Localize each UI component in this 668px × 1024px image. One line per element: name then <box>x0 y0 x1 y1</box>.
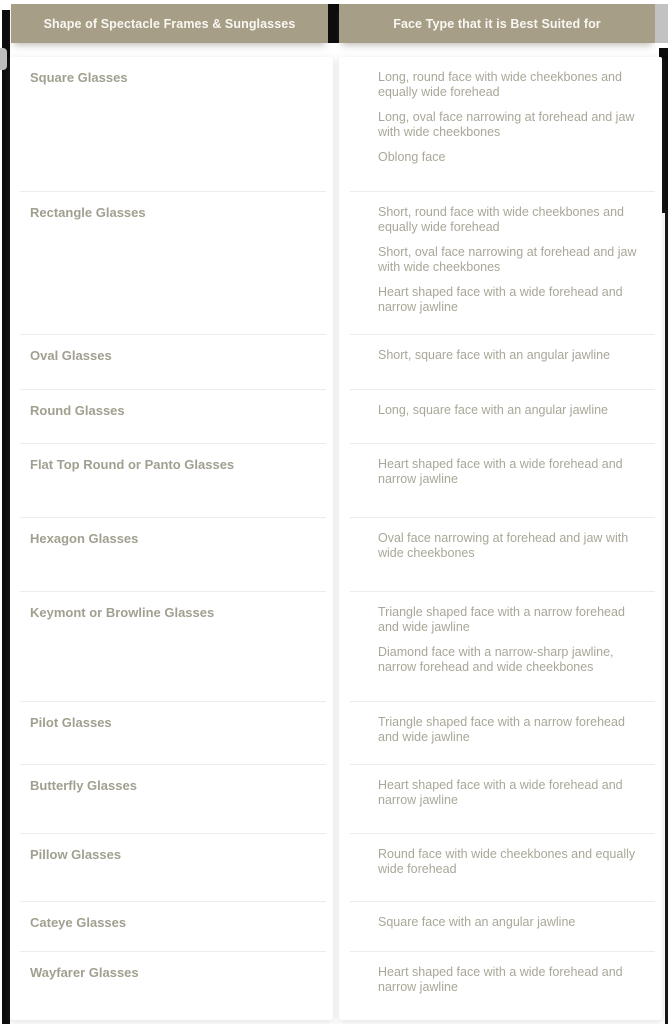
shape-label: Rectangle Glasses <box>30 205 146 220</box>
face-type-text: Long, square face with an angular jawline <box>378 403 609 417</box>
shapes-column <box>10 57 333 1020</box>
face-type-row <box>339 765 662 834</box>
table-header <box>0 4 668 43</box>
face-type-row <box>339 518 662 592</box>
face-type-text: Oval face narrowing at forehead and jaw with wide cheekbones <box>378 531 629 560</box>
face-type-text: Short, square face with an angular jawline <box>378 348 611 362</box>
shape-label: Keymont or Browline Glasses <box>30 605 215 620</box>
face-types-column <box>339 57 662 1020</box>
face-type-text: Heart shaped face with a wide forehead and narrow jawline <box>378 965 623 994</box>
face-type-text: Long, oval face narrowing at forehead and jaw with wide cheekbones <box>378 110 635 139</box>
shape-label: Flat Top Round or Panto Glasses <box>30 457 235 472</box>
face-type-text: Square face with an angular jawline <box>378 915 576 929</box>
header-cell-shape <box>11 4 328 43</box>
shape-label: Round Glasses <box>30 403 125 418</box>
face-type-text: Long, round face with wide cheekbones and equally wide forehead <box>378 70 622 99</box>
face-type-text: Triangle shaped face with a narrow forehead and wide jawline <box>378 605 625 634</box>
shape-label: Cateye Glasses <box>30 915 127 930</box>
face-type-text: Short, oval face narrowing at forehead and jaw with wide cheekbones <box>378 245 637 274</box>
face-type-text: Triangle shaped face with a narrow forehead and wide jawline <box>378 715 625 744</box>
face-type-text: Heart shaped face with a wide forehead and narrow jawline <box>378 778 623 807</box>
table-body <box>0 57 668 1020</box>
face-type-text: Round face with wide cheekbones and equally wide forehead <box>378 847 636 876</box>
shape-row <box>10 335 333 390</box>
header-face-type-label: Face Type that it is Best Suited for <box>393 16 601 31</box>
shape-row <box>10 702 333 765</box>
face-type-text: Heart shaped face with a wide forehead and narrow jawline <box>378 285 623 314</box>
shape-row <box>10 592 333 702</box>
face-type-text: Heart shaped face with a wide forehead and narrow jawline <box>378 457 623 486</box>
face-type-row <box>339 192 662 335</box>
header-left-margin <box>0 4 11 43</box>
face-type-text: Short, round face with wide cheekbones and equally wide forehead <box>378 205 624 234</box>
shape-row <box>10 518 333 592</box>
shape-label: Square Glasses <box>30 70 128 85</box>
shape-row <box>10 834 333 902</box>
shape-label: Oval Glasses <box>30 348 112 363</box>
header-shape-label: Shape of Spectacle Frames & Sunglasses <box>43 16 296 31</box>
shape-label: Pillow Glasses <box>30 847 122 862</box>
face-type-row <box>339 57 662 192</box>
face-type-row <box>339 902 662 952</box>
shape-row <box>10 765 333 834</box>
shape-row <box>10 192 333 335</box>
shape-label: Wayfarer Glasses <box>30 965 139 980</box>
face-type-row <box>339 390 662 444</box>
face-type-row <box>339 834 662 902</box>
shape-row <box>10 444 333 518</box>
face-type-row <box>339 702 662 765</box>
face-type-text: Oblong face <box>378 150 446 164</box>
shape-label: Butterfly Glasses <box>30 778 137 793</box>
header-gap <box>328 4 339 43</box>
shape-row <box>10 902 333 952</box>
shape-row <box>10 952 333 1020</box>
shape-row <box>10 57 333 192</box>
left-edge-notch <box>0 48 7 70</box>
body-left-margin <box>0 57 10 1020</box>
face-type-row <box>339 444 662 518</box>
face-type-row <box>339 335 662 390</box>
header-corner-gray <box>655 4 668 43</box>
shape-label: Pilot Glasses <box>30 715 112 730</box>
face-type-row <box>339 952 662 1020</box>
face-type-text: Diamond face with a narrow-sharp jawline, narrow forehead and wide cheekbones <box>378 645 614 674</box>
header-cell-face-type <box>339 4 655 43</box>
shape-row <box>10 390 333 444</box>
face-type-row <box>339 592 662 702</box>
shape-label: Hexagon Glasses <box>30 531 139 546</box>
